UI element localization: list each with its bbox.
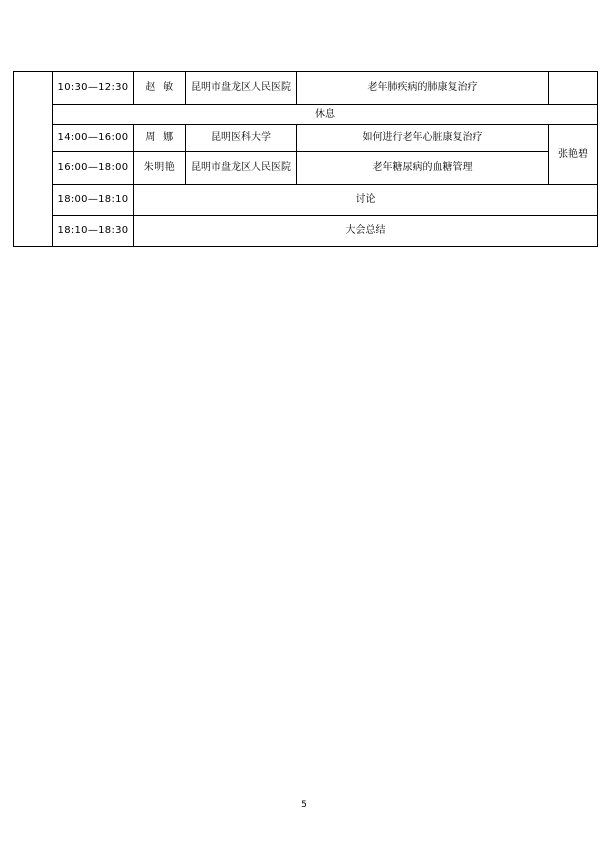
page-number: 5 bbox=[301, 800, 307, 810]
speaker-cell: 朱明艳 bbox=[134, 152, 186, 185]
time-cell: 16:00—18:00 bbox=[53, 152, 134, 185]
break-row bbox=[14, 105, 598, 125]
speaker-cell: 周 娜 bbox=[134, 125, 186, 152]
discussion-cell: 讨论 bbox=[134, 185, 598, 216]
schedule-table bbox=[13, 71, 598, 247]
time-cell: 10:30—12:30 bbox=[53, 72, 134, 105]
time-cell: 18:00—18:10 bbox=[53, 185, 134, 216]
topic-cell: 老年肺疾病的肺康复治疗 bbox=[297, 72, 549, 105]
table-row bbox=[14, 125, 598, 152]
organization-cell: 昆明医科大学 bbox=[186, 125, 297, 152]
moderator-cell-empty bbox=[549, 72, 598, 105]
topic-cell: 如何进行老年心脏康复治疗 bbox=[297, 125, 549, 152]
moderator-cell: 张艳碧 bbox=[549, 125, 598, 185]
organization-cell: 昆明市盘龙区人民医院 bbox=[186, 72, 297, 105]
summary-cell: 大会总结 bbox=[134, 216, 598, 247]
table-row bbox=[14, 72, 598, 105]
topic-cell: 老年糖尿病的血糖管理 bbox=[297, 152, 549, 185]
date-cell bbox=[14, 72, 53, 247]
time-cell: 18:10—18:30 bbox=[53, 216, 134, 247]
table-row bbox=[14, 185, 598, 216]
table-row bbox=[14, 152, 598, 185]
table-row bbox=[14, 216, 598, 247]
organization-cell: 昆明市盘龙区人民医院 bbox=[186, 152, 297, 185]
time-cell: 14:00—16:00 bbox=[53, 125, 134, 152]
break-cell: 休息 bbox=[53, 105, 598, 125]
speaker-cell: 赵 敏 bbox=[134, 72, 186, 105]
